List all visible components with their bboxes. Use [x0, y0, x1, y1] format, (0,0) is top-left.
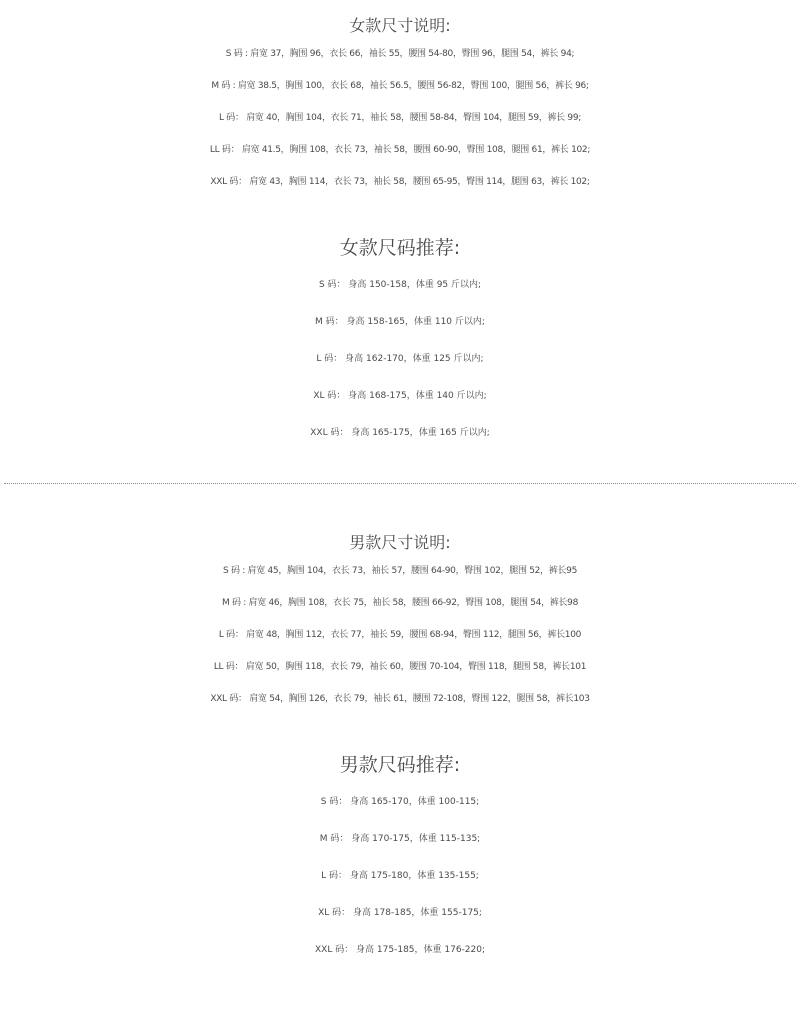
- men-recommend-title: 男款尺码推荐:: [339, 754, 461, 776]
- men-recommend-section: [0, 747, 800, 969]
- men-recommend-line-xl: XL 码： 身高 178-185，体重 155-175;: [318, 908, 482, 918]
- men-size-section: [0, 531, 800, 715]
- section-divider: [4, 483, 796, 484]
- men-size-line-xxl: XXL 码： 肩宽 54，胸围 126，衣长 79，袖长 61，腰围 72-108，臀围 122，腿围 58，裤长103: [210, 694, 590, 704]
- men-size-line-ll: LL 码： 肩宽 50，胸围 118，衣长 79，袖长 60，腰围 70-104，臀围 118，腿围 58，裤长101: [213, 662, 587, 672]
- women-recommend-line-xxl: XXL 码： 身高 165-175，体重 165 斤以内;: [310, 428, 490, 438]
- women-size-line-xxl: XXL 码： 肩宽 43，胸围 114，衣长 73，袖长 58，腰围 65-95，臀围 114，腿围 63，裤长 102;: [210, 177, 590, 187]
- women-recommend-section: [0, 230, 800, 452]
- men-recommend-line-s: S 码： 身高 165-170，体重 100-115;: [320, 797, 480, 807]
- women-recommend-title: 女款尺码推荐:: [339, 237, 461, 259]
- women-size-line-ll: LL 码： 肩宽 41.5，胸围 108，衣长 73，袖长 58，腰围 60-90，臀围 108，腿围 61，裤长 102;: [209, 145, 591, 155]
- men-size-line-m: M 码 : 肩宽 46，胸围 108，衣长 75，袖长 58，腰围 66-92，臀围 108，腿围 54，裤长98: [221, 598, 579, 608]
- men-recommend-line-m: M 码： 身高 170-175，体重 115-135;: [319, 834, 481, 844]
- men-recommend-line-l: L 码： 身高 175-180，体重 135-155;: [321, 871, 479, 881]
- men-size-line-l: L 码： 肩宽 48，胸围 112，衣长 77，袖长 59，腰围 68-94，臀围 112，腿围 56，裤长100: [218, 630, 582, 640]
- men-recommend-line-xxl: XXL 码： 身高 175-185，体重 176-220;: [314, 945, 486, 955]
- men-size-title: 男款尺寸说明:: [349, 533, 451, 552]
- women-recommend-line-l: L 码： 身高 162-170，体重 125 斤以内;: [316, 354, 484, 364]
- women-size-line-l: L 码： 肩宽 40，胸围 104，衣长 71，袖长 58，腰围 58-84，臀围 104，腿围 59，裤长 99;: [218, 113, 582, 123]
- women-size-section: [0, 14, 800, 198]
- women-size-title: 女款尺寸说明:: [349, 16, 451, 35]
- women-recommend-line-xl: XL 码： 身高 168-175，体重 140 斤以内;: [313, 391, 487, 401]
- men-size-line-s: S 码 : 肩宽 45，胸围 104，衣长 73，袖长 57，腰围 64-90，臀围 102，腿围 52，裤长95: [222, 566, 578, 576]
- women-recommend-line-m: M 码： 身高 158-165，体重 110 斤以内;: [315, 317, 485, 327]
- women-recommend-line-s: S 码： 身高 150-158，体重 95 斤以内;: [318, 280, 482, 290]
- women-size-line-m: M 码 : 肩宽 38.5，胸围 100，衣长 68，袖长 56.5，腰围 56-82，臀围 100，腿围 56，裤长 96;: [211, 81, 589, 91]
- women-size-line-s: S 码 : 肩宽 37，胸围 96，衣长 66，袖长 55，腰围 54-80，臀围 96，腿围 54，裤长 94;: [225, 49, 575, 59]
